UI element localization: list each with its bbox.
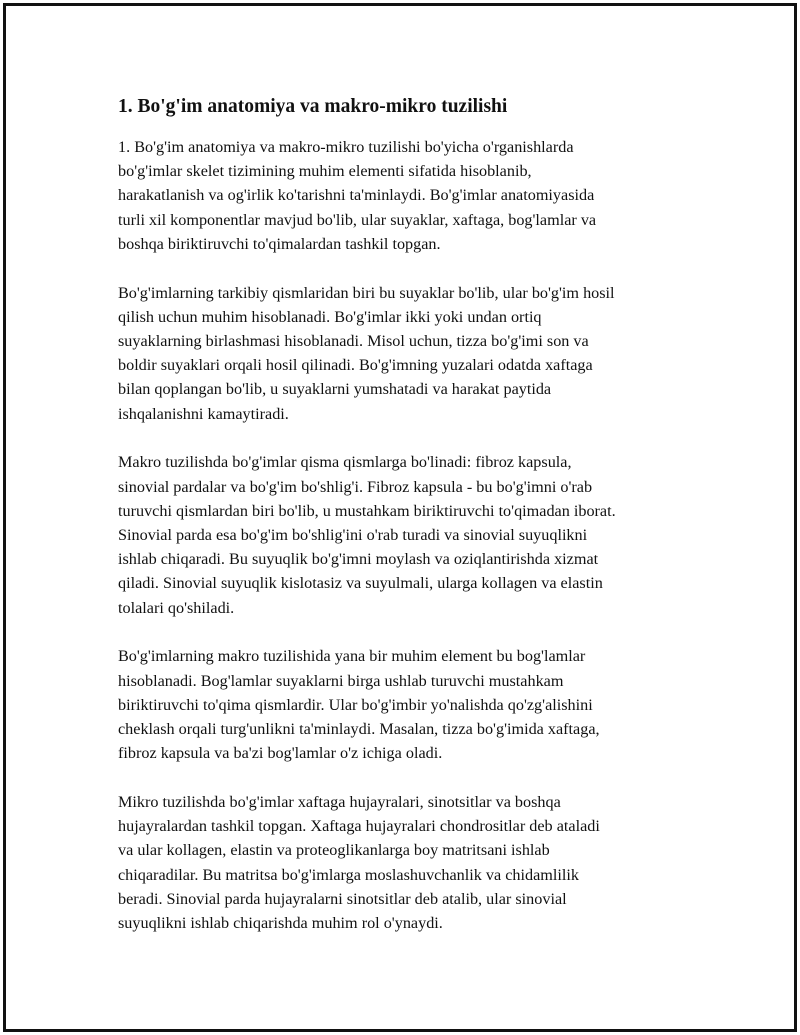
text-line: va ular kollagen, elastin va proteoglikanlarga boy matritsani ishlab: [118, 841, 550, 860]
paragraph-4: [118, 644, 698, 765]
text-line: biriktiruvchi to'qima qismlardir. Ular bo'g'imbir yo'nalishda qo'zg'alishini: [118, 695, 593, 714]
text-line: boldir suyaklari orqali hosil qilinadi. Bo'g'imning yuzalari odatda xaftaga: [118, 356, 593, 375]
text-line: qilish uchun muhim hisoblanadi. Bo'g'imlar ikki yoki undan ortiq: [118, 307, 542, 326]
document-body: [118, 93, 698, 960]
document-title: 1. Bo'g'im anatomiya va makro-mikro tuzilishi: [118, 96, 508, 117]
text-line: Mikro tuzilishda bo'g'imlar xaftaga hujayralari, sinotsitlar va boshqa: [118, 793, 561, 812]
text-line: hisoblanadi. Bog'lamlar suyaklarni birga ushlab turuvchi mustahkam: [118, 671, 564, 690]
text-line: Bo'g'imlarning tarkibiy qismlaridan biri bu suyaklar bo'lib, ular bo'g'im hosil: [118, 283, 615, 302]
text-line: Makro tuzilishda bo'g'imlar qisma qismlarga bo'linadi: fibroz kapsula,: [118, 453, 572, 472]
text-line: chiqaradilar. Bu matritsa bo'g'imlarga moslashuvchanlik va chidamlilik: [118, 865, 579, 884]
text-line: Sinovial parda esa bo'g'im bo'shlig'ini o'rab turadi va sinovial suyuqlikni: [118, 526, 588, 545]
text-line: bo'g'imlar skelet tizimining muhim elementi sifatida hisoblanib,: [118, 162, 532, 181]
text-line: turli xil komponentlar mavjud bo'lib, ular suyaklar, xaftaga, bog'lamlar va: [118, 210, 597, 229]
text-line: cheklash orqali turg'unlikni ta'minlaydi. Masalan, tizza bo'g'imida xaftaga,: [118, 720, 600, 739]
text-line: harakatlanish va og'irlik ko'tarishni ta'minlaydi. Bo'g'imlar anatomiyasida: [118, 186, 595, 205]
text-line: boshqa biriktiruvchi to'qimalardan tashkil topgan.: [118, 234, 441, 253]
text-line: tolalari qo'shiladi.: [118, 598, 235, 617]
paragraph-5: [118, 790, 698, 935]
text-line: 1. Bo'g'im anatomiya va makro-mikro tuzilishi bo'yicha o'rganishlarda: [118, 138, 574, 156]
paragraph-3: [118, 450, 698, 619]
text-line: suyaklarning birlashmasi hisoblanadi. Misol uchun, tizza bo'g'imi son va: [118, 332, 589, 351]
text-line: sinovial pardalar va bo'g'im bo'shlig'i. Fibroz kapsula - bu bo'g'imni o'rab: [118, 477, 593, 496]
text-line: fibroz kapsula va ba'zi bog'lamlar o'z ichiga oladi.: [118, 744, 443, 763]
text-line: bilan qoplangan bo'lib, u suyaklarni yumshatadi va harakat paytida: [118, 380, 552, 399]
text-line: qiladi. Sinovial suyuqlik kislotasiz va suyulmali, ularga kollagen va elastin: [118, 574, 603, 593]
text-line: hujayralardan tashkil topgan. Xaftaga hujayralari chondrositlar deb ataladi: [118, 817, 600, 836]
paragraph-2: [118, 281, 698, 426]
text-line: ishlab chiqaradi. Bu suyuqlik bo'g'imni moylash va oziqlantirishda xizmat: [118, 550, 599, 569]
text-line: turuvchi qismlardan biri bo'lib, u mustahkam biriktiruvchi to'qimadan iborat.: [118, 501, 616, 520]
text-line: ishqalanishni kamaytiradi.: [118, 404, 289, 423]
paragraph-1: [118, 135, 698, 256]
text-line: beradi. Sinovial parda hujayralarni sinotsitlar deb atalib, ular sinovial: [118, 889, 567, 908]
text-line: Bo'g'imlarning makro tuzilishida yana bir muhim element bu bog'lamlar: [118, 647, 586, 666]
text-line: suyuqlikni ishlab chiqarishda muhim rol o'ynaydi.: [118, 914, 443, 933]
